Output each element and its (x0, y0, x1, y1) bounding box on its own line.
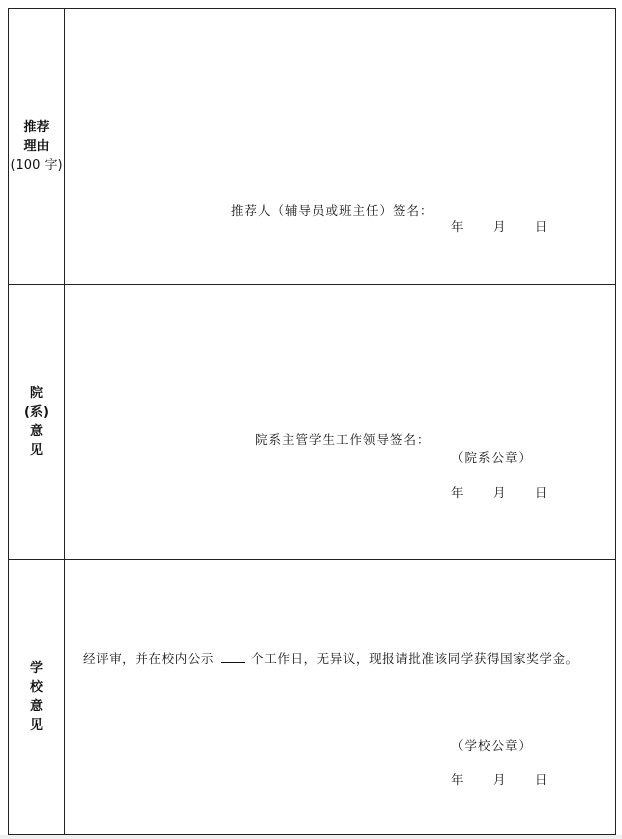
school-statement (83, 649, 579, 667)
date-day: 日 (535, 485, 548, 500)
school-seal: （学校公章） (451, 738, 533, 753)
statement-before: 经评审，并在校内公示 (83, 651, 215, 666)
department-row (9, 285, 615, 560)
publicity-days-blank[interactable] (221, 652, 245, 663)
label-line: (100 字) (10, 158, 63, 173)
bottom-strip (0, 835, 622, 839)
date-year: 年 (451, 772, 464, 787)
label-line: 学 (29, 661, 43, 676)
date-year: 年 (451, 485, 464, 500)
recommendation-label (9, 9, 65, 284)
date-year: 年 (451, 219, 464, 234)
department-seal: （院系公章） (451, 450, 533, 465)
label-line: (系) (24, 405, 49, 420)
label-line: 见 (29, 443, 43, 458)
school-row (9, 560, 615, 834)
date-month: 月 (493, 485, 506, 500)
recommendation-row (9, 9, 615, 285)
recommendation-content[interactable] (65, 9, 615, 284)
date-month: 月 (493, 772, 506, 787)
opinion-form (8, 8, 616, 835)
label-line: 意 (29, 424, 43, 439)
statement-after: 个工作日，无异议，现报请批准该同学获得国家奖学金。 (251, 651, 579, 666)
date-day: 日 (535, 219, 548, 234)
label-line: 意 (29, 699, 43, 714)
department-signature-label: 院系主管学生工作领导签名： (255, 432, 431, 447)
department-label (9, 285, 65, 559)
school-label (9, 560, 65, 834)
label-line: 见 (29, 718, 43, 733)
label-line: 推荐 (23, 120, 50, 135)
label-line: 院 (29, 386, 43, 401)
date-day: 日 (535, 772, 548, 787)
school-content[interactable] (65, 560, 615, 834)
label-line: 校 (29, 680, 43, 695)
label-line: 理由 (23, 139, 50, 154)
department-content[interactable] (65, 285, 615, 559)
date-month: 月 (493, 219, 506, 234)
recommender-signature-label: 推荐人（辅导员或班主任）签名： (231, 203, 434, 218)
